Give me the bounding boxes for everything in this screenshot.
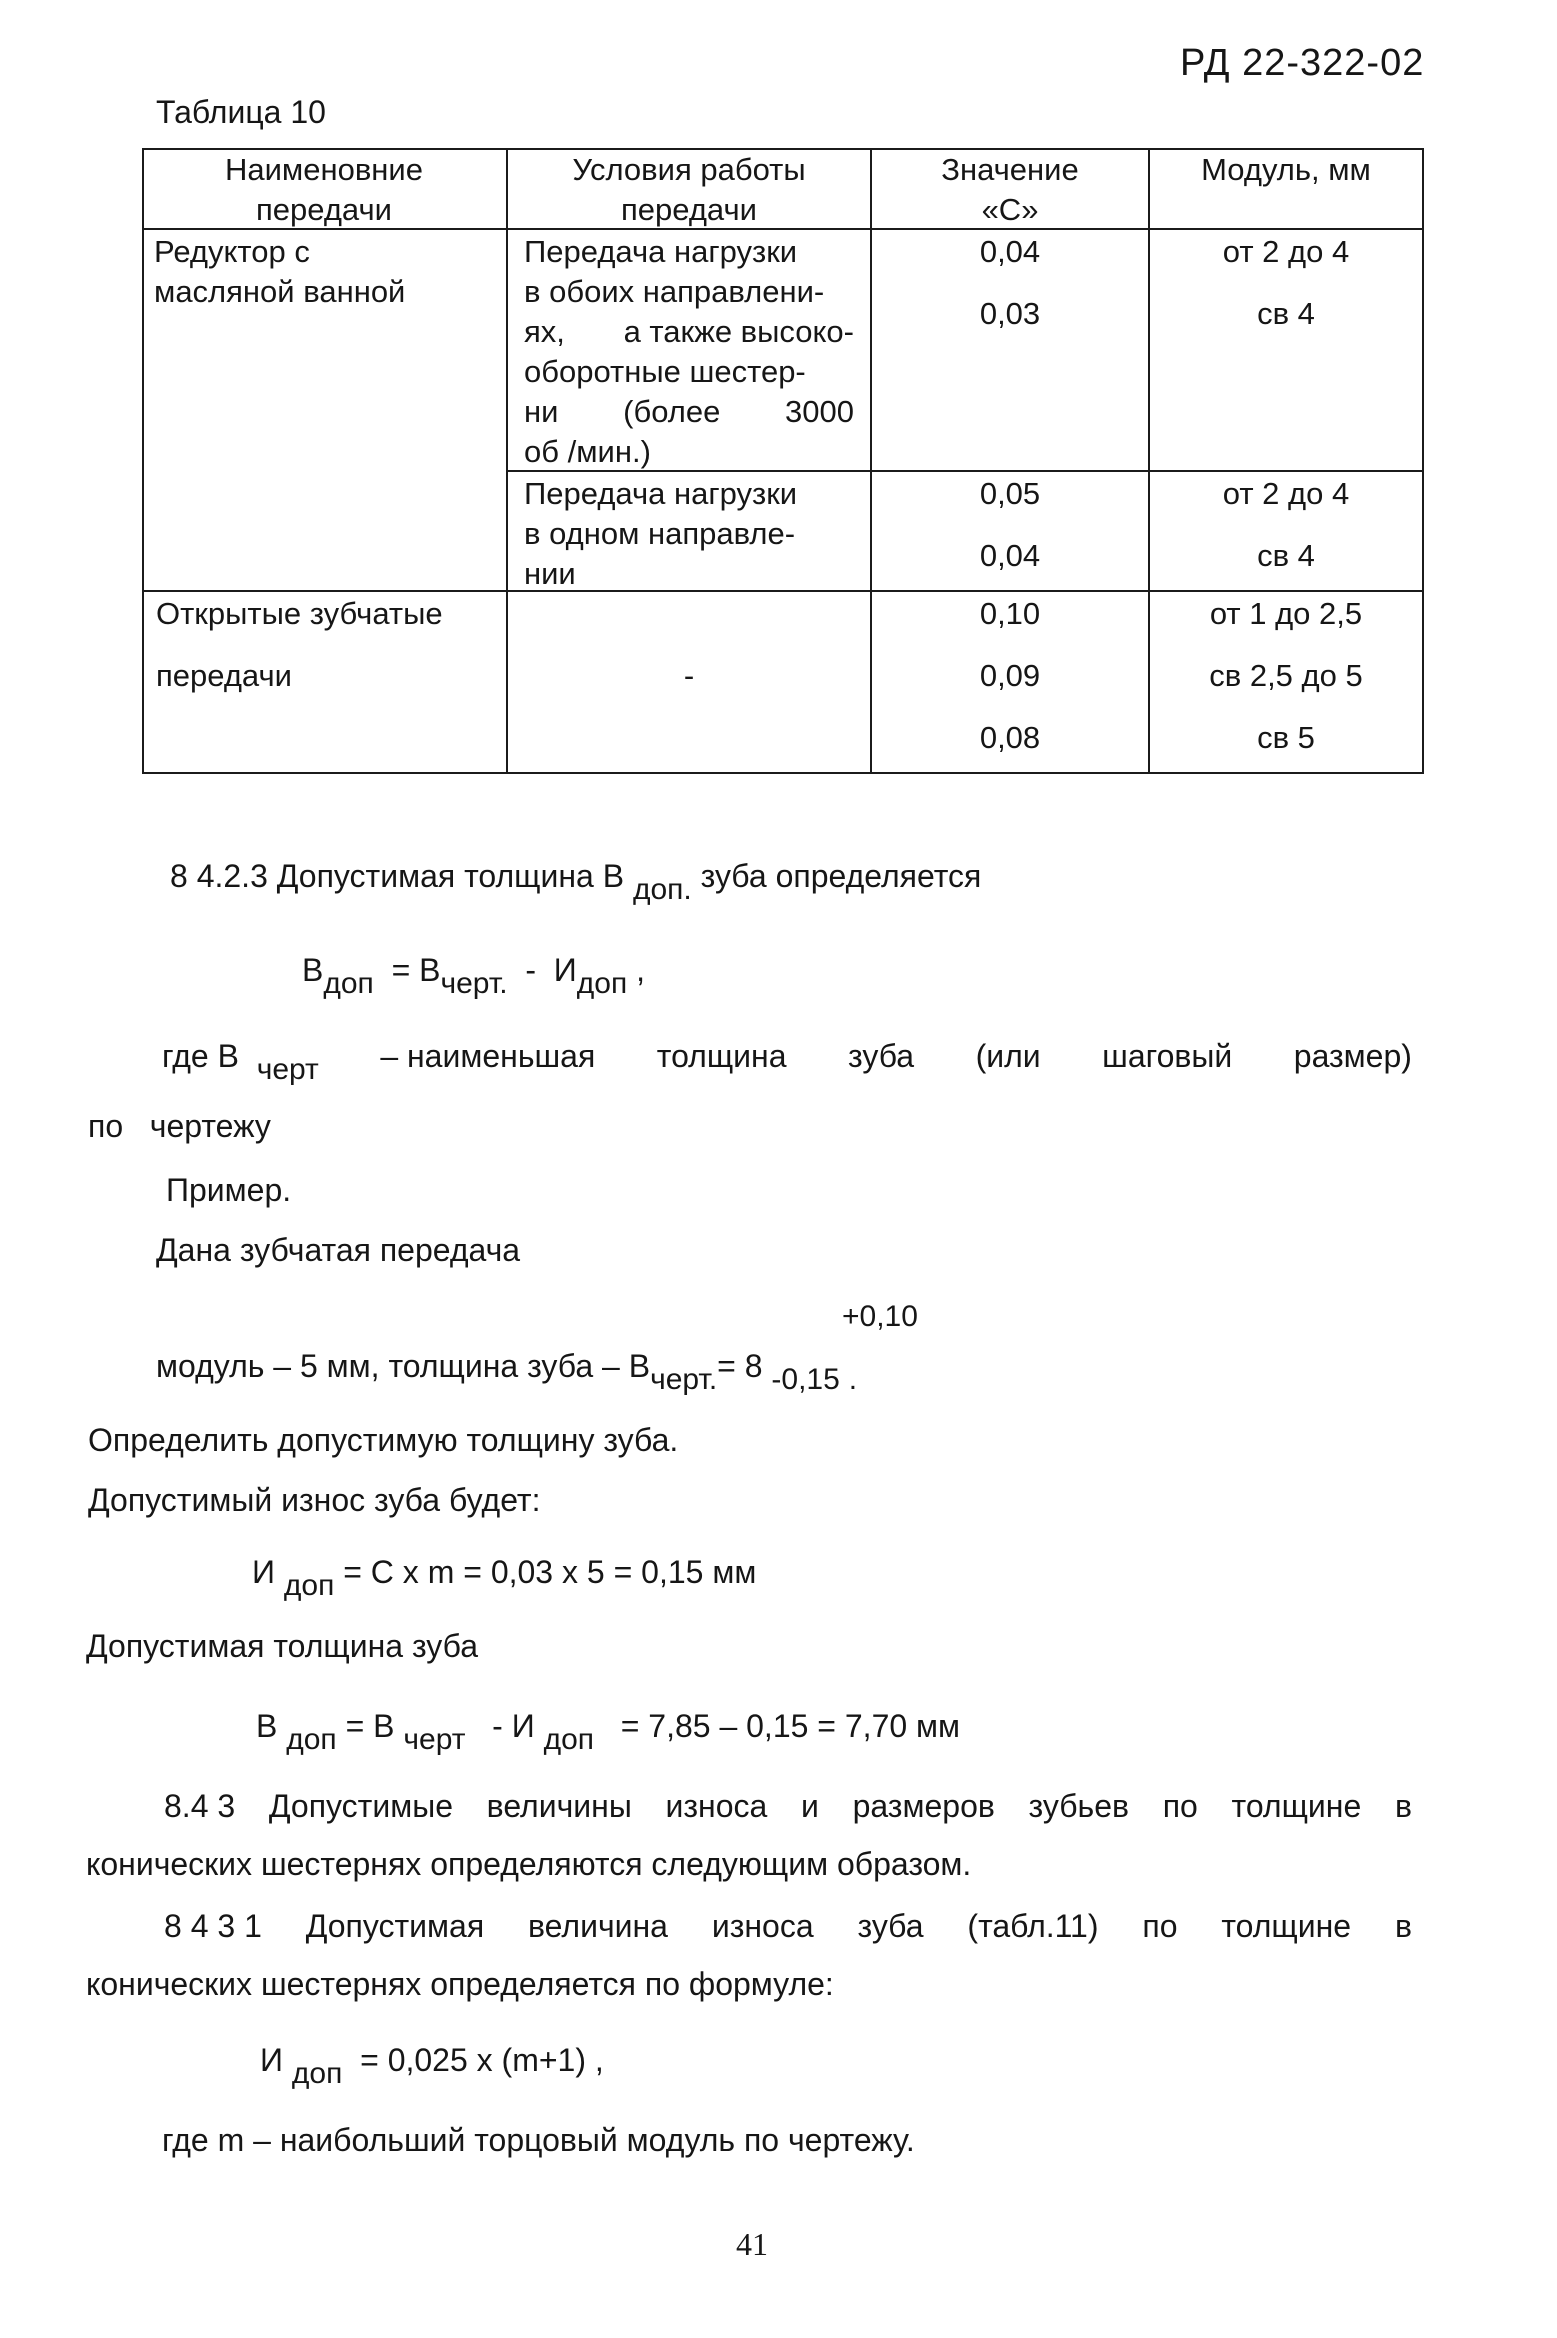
text: в [1394,1908,1412,1944]
header-operating-conditions [508,150,870,230]
cell-line [524,272,854,312]
text: - [525,952,537,988]
example-module-line [156,1346,858,1396]
text: и [801,1788,819,1824]
text: толщине [1231,1788,1362,1824]
formula-b-allowed [302,950,646,1000]
header-value-c [872,150,1148,230]
text: И [260,2042,283,2078]
text: , [636,952,646,988]
cell-value-c: 0,03 [979,296,1041,331]
text: модуль – 5 мм, толщина зуба – В [156,1348,651,1384]
where-definition-line1 [162,1036,1412,1086]
formula-thickness-allowed [256,1706,961,1756]
cell-value-c: 0,05 [979,476,1041,511]
text: = С х m = 0,03 х 5 = 0,15 мм [343,1554,757,1590]
header-line: Наименовние [224,152,423,187]
text: размер) [1293,1038,1412,1074]
text: по [1162,1788,1198,1824]
example-wear-intro: Допустимый износ зуба будет: [88,1482,541,1518]
text: 8 4.2.3 Допустимая толщина В [170,858,625,894]
where-definition-line2 [88,1106,271,1146]
table-border-right [1422,148,1424,774]
cell-text: а также высоко- [623,314,854,349]
subscript: доп [291,2057,343,2090]
text: в [1394,1788,1412,1824]
cell-text: об /мин.) [524,434,651,469]
text: В [256,1708,278,1744]
text: В [302,952,324,988]
formula-wear-bevel [260,2040,604,2090]
text: (табл.11) [967,1908,1099,1944]
text: величина [528,1908,668,1944]
cell-line [524,432,854,472]
text: = 7,85 – 0,15 = 7,70 мм [620,1708,961,1744]
text: И [252,1554,275,1590]
subscript: доп [283,1569,335,1602]
cell-line [524,312,854,352]
cell-line [524,514,854,554]
text: 8.4 3 [164,1788,236,1824]
text: – наименьшая [380,1038,596,1074]
subscript: черт. [440,967,508,1000]
text-group [162,1036,319,1086]
text: = 0,025 х (m+1) , [360,2042,604,2078]
text: И [553,952,577,988]
cell-condition-both-directions [524,232,854,472]
cell-text: 3000 [785,394,854,429]
example-given: Дана зубчатая передача [156,1232,521,1268]
text: = 8 [717,1348,763,1384]
text: зубьев [1028,1788,1130,1824]
header-line: Условия работы [572,152,806,187]
text: зуба [848,1038,915,1074]
text: = В [345,1708,395,1744]
section-8431-line1 [164,1906,1412,1946]
text: зуба определяется [700,858,982,894]
text: Допустимые [268,1788,453,1824]
cell-line: масляной ванной [154,274,406,309]
example-title: Пример. [166,1172,292,1208]
text: Допустимая [305,1908,485,1944]
cell-module: от 2 до 4 [1222,476,1350,511]
text: износа [665,1788,768,1824]
document-code: РД 22-322-02 [1180,42,1425,84]
cell-line: Редуктор с [154,234,310,269]
subscript: доп [286,1723,337,1756]
section-8431-line2: конических шестернях определяется по формуле: [86,1966,834,2002]
text: износа [711,1908,814,1944]
text: по [88,1108,124,1144]
formula-wear-allowed [252,1552,757,1602]
text: 8 4 3 1 [164,1908,262,1944]
subscript: доп [323,967,374,1000]
subscript: доп [576,967,628,1000]
subscript: доп [543,1723,595,1756]
table-10 [142,148,1424,774]
cell-value-c: 0,08 [979,720,1041,755]
table-border-left [142,148,144,774]
text: . [848,1363,858,1396]
section-843-line1 [164,1786,1412,1826]
cell-value-c: 0,10 [979,596,1041,631]
cell-module: св 2,5 до 5 [1209,658,1363,693]
cell-module: св 4 [1257,538,1315,573]
example-task: Определить допустимую толщину зуба. [88,1422,679,1458]
cell-text: Передача нагрузки [524,476,798,511]
cell-value-c: 0,04 [979,538,1041,573]
section-8423-heading [170,856,982,906]
header-line: передачи [256,192,392,227]
text: чертежу [149,1108,271,1144]
text: толщина [656,1038,787,1074]
cell-line [524,352,854,392]
subscript: доп. [632,873,692,906]
section-843-line2: конических шестернях определяются следующим образом. [86,1846,972,1882]
cell-line [524,232,854,272]
cell-reducer-name [154,232,405,312]
header-line: Значение [941,152,1079,187]
cell-text: ни [524,394,559,429]
text: где В [162,1038,239,1074]
table-caption: Таблица 10 [156,94,326,130]
text: = В [391,952,441,988]
header-transmission-name [142,150,506,230]
tolerance-upper: +0,10 [842,1300,918,1333]
cell-module: от 2 до 4 [1222,234,1350,269]
cell-module: св 4 [1257,296,1315,331]
cell-module: от 1 до 2,5 [1209,596,1363,631]
where-module-definition: где m – наибольший торцовый модуль по чертежу. [162,2122,915,2158]
cell-text: (более [623,394,721,429]
cell-line [524,474,854,514]
header-line: «С» [981,192,1039,227]
cell-text: в одном направле- [524,516,796,551]
cell-text: ях, [524,314,565,349]
cell-value-c: 0,04 [979,234,1041,269]
cell-line [524,554,854,594]
cell-line [524,392,854,432]
text: толщине [1221,1908,1352,1944]
text: шаговый [1102,1038,1233,1074]
text: - И [492,1708,535,1744]
text: размеров [852,1788,995,1824]
thickness-intro: Допустимая толщина зуба [86,1628,479,1664]
cell-text: нии [524,556,576,591]
header-line: передачи [621,192,757,227]
cell-open-gears-condition: - [683,658,695,693]
cell-open-gears-name-line1: Открытые зубчатые [156,596,443,631]
subscript: черт. [650,1363,718,1396]
cell-open-gears-name-line2: передачи [156,658,292,693]
cell-condition-one-direction [524,474,854,594]
cell-module: св 5 [1257,720,1315,755]
header-module: Модуль, мм [1201,152,1371,187]
cell-text: в обоих направлени- [524,274,825,309]
text: (или [975,1038,1041,1074]
text: по [1142,1908,1178,1944]
cell-text: оборотные шестер- [524,354,806,389]
cell-value-c: 0,09 [979,658,1041,693]
subscript: черт [256,1053,319,1086]
page-number: 41 [736,2226,768,2262]
table-border-bottom [142,772,1424,774]
subscript: черт [403,1723,466,1756]
tolerance-lower: -0,15 [771,1363,840,1396]
text: зуба [857,1908,924,1944]
text: величины [486,1788,632,1824]
cell-text: Передача нагрузки [524,234,798,269]
